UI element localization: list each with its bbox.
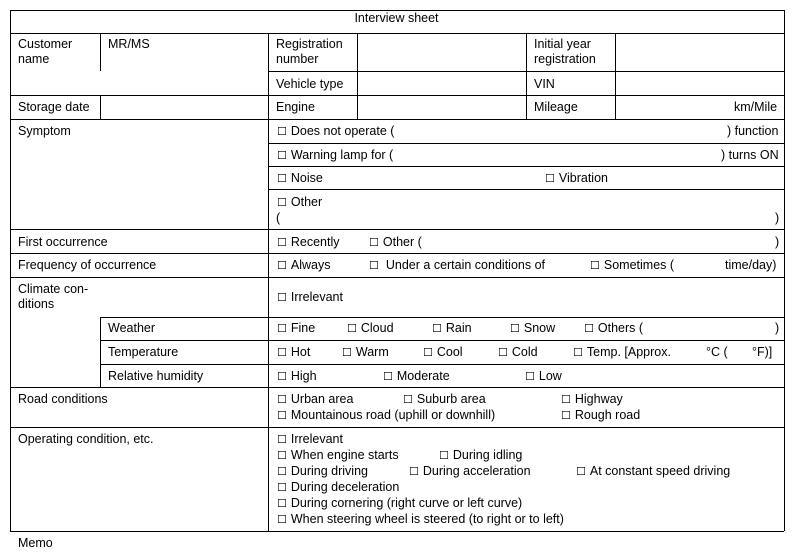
does-not-operate-suffix: ) function [727,124,779,138]
rule [100,364,784,365]
checkbox-icon[interactable]: ☐ [277,149,287,162]
symptom-other-close-paren: ) [775,211,780,225]
checkbox-icon[interactable]: ☐ [277,465,287,478]
rule [268,143,784,144]
operating-deceleration-option[interactable] [277,480,399,495]
registration-number-field[interactable] [359,35,524,69]
checkbox-icon[interactable]: ☐ [277,259,287,272]
option-label: Hot [290,345,311,359]
option-label: Noise [290,171,323,185]
operating-irrelevant-option[interactable] [277,432,343,447]
option-label: Does not operate ( [290,124,395,138]
frequency-sometimes-option[interactable] [590,258,674,273]
temperature-cold-option[interactable] [498,345,538,360]
checkbox-icon[interactable]: ☐ [439,449,449,462]
checkbox-icon[interactable]: ☐ [561,393,571,406]
vin-label: VIN [534,77,555,91]
rule [100,317,784,318]
option-label: Under a certain conditions of [385,258,545,272]
rule [268,33,269,531]
checkbox-icon[interactable]: ☐ [277,393,287,406]
checkbox-icon[interactable]: ☐ [525,370,535,383]
road-suburb-option[interactable] [403,392,486,407]
option-label: Low [538,369,562,383]
engine-field[interactable] [359,97,524,117]
symptom-noise-option[interactable] [277,171,323,186]
weather-close-paren: ) [775,321,780,335]
symptom-other-option[interactable] [277,195,322,210]
option-label: High [290,369,317,383]
option-label: Urban area [290,392,354,406]
checkbox-icon[interactable]: ☐ [545,172,555,185]
rule [100,317,101,387]
first-occurrence-close-paren: ) [775,235,780,249]
option-label: Recently [290,235,340,249]
operating-driving-option[interactable] [277,464,368,479]
option-label: Rain [445,321,472,335]
humidity-low-option[interactable] [525,369,562,384]
checkbox-icon[interactable]: ☐ [277,370,287,383]
rule [268,189,784,190]
option-label: During driving [290,464,368,478]
checkbox-icon[interactable]: ☐ [342,346,352,359]
checkbox-icon[interactable]: ☐ [498,346,508,359]
humidity-label: Relative humidity [108,369,204,383]
customer-name-label-line1: Customer [18,37,73,51]
symptom-does-not-operate-option[interactable] [277,124,394,139]
registration-number-label-line2: number [276,52,319,66]
operating-cornering-option[interactable] [277,496,522,511]
checkbox-icon[interactable]: ☐ [277,481,287,494]
rule [268,166,784,167]
checkbox-icon[interactable]: ☐ [277,433,287,446]
rule [10,253,784,254]
initial-year-label-line2: registration [534,52,596,66]
weather-rain-option[interactable] [432,321,472,336]
first-occurrence-label: First occurrence [18,235,108,249]
symptom-other-open-paren: ( [276,211,281,225]
option-label: Cold [511,345,538,359]
checkbox-icon[interactable]: ☐ [403,393,413,406]
option-label: At constant speed driving [589,464,731,478]
checkbox-icon[interactable]: ☐ [576,465,586,478]
checkbox-icon[interactable]: ☐ [277,291,287,304]
frequency-label: Frequency of occurrence [18,258,157,272]
rule [100,33,101,71]
customer-name-field[interactable] [160,35,264,69]
checkbox-icon[interactable]: ☐ [590,259,600,272]
registration-number-label [276,37,343,67]
checkbox-icon[interactable]: ☐ [510,322,520,335]
rule [526,33,527,119]
checkbox-icon[interactable]: ☐ [277,322,287,335]
initial-year-registration-field[interactable] [617,35,782,69]
option-label: Others ( [597,321,644,335]
climate-conditions-label [18,282,88,312]
vehicle-type-field[interactable] [359,73,524,93]
weather-others-option[interactable] [584,321,643,336]
frequency-always-option[interactable] [277,258,330,273]
rule [10,277,784,278]
symptom-warning-lamp-option[interactable] [277,148,393,163]
checkbox-icon[interactable]: ☐ [277,409,287,422]
option-label: Snow [523,321,556,335]
option-label: During cornering (right curve or left curve) [290,496,523,510]
option-label: Mountainous road (uphill or downhill) [290,408,496,422]
symptom-label: Symptom [18,124,71,138]
weather-fine-option[interactable] [277,321,315,336]
mileage-label: Mileage [534,100,578,114]
storage-date-field[interactable] [102,97,266,117]
option-label: When engine starts [290,448,399,462]
checkbox-icon[interactable]: ☐ [277,449,287,462]
mr-ms-label: MR/MS [108,37,150,51]
memo-label: Memo [18,536,53,550]
rule [10,95,784,96]
checkbox-icon[interactable]: ☐ [277,513,287,526]
road-highway-option[interactable] [561,392,623,407]
option-label: When steering wheel is steered (to right or to left) [290,512,564,526]
checkbox-icon[interactable]: ☐ [277,346,287,359]
rule [10,387,784,388]
checkbox-icon[interactable]: ☐ [423,346,433,359]
operating-steering-option[interactable] [277,512,564,527]
operating-acceleration-option[interactable] [409,464,531,479]
humidity-high-option[interactable] [277,369,317,384]
initial-year-label-line1: Initial year [534,37,591,51]
mileage-field[interactable] [617,97,727,117]
storage-date-label: Storage date [18,100,90,114]
temperature-label: Temperature [108,345,179,359]
rule [100,95,101,119]
vin-field[interactable] [617,73,782,93]
temperature-approx-option[interactable] [573,345,671,360]
climate-irrelevant-option[interactable] [277,290,343,305]
option-label: Fine [290,321,316,335]
option-label: Warning lamp for ( [290,148,394,162]
rule [357,33,358,119]
rule [10,119,784,120]
option-label: Irrelevant [290,290,343,304]
symptom-vibration-option[interactable] [545,171,608,186]
option-label: During deceleration [290,480,400,494]
option-label: Vibration [558,171,608,185]
checkbox-icon[interactable]: ☐ [573,346,583,359]
temperature-celsius-unit: °C ( [706,345,728,359]
option-label: Other [290,195,323,209]
checkbox-icon[interactable]: ☐ [277,236,287,249]
option-label: Warm [355,345,389,359]
checkbox-icon[interactable]: ☐ [277,125,287,138]
rule [784,10,785,531]
option-label: Suburb area [416,392,486,406]
checkbox-icon[interactable]: ☐ [369,236,379,249]
customer-name-label [18,37,72,67]
first-occurrence-recently-option[interactable] [277,235,340,250]
road-mountainous-option[interactable] [277,408,495,423]
page-title: Interview sheet [354,11,439,25]
road-urban-option[interactable] [277,392,353,407]
checkbox-icon[interactable]: ☐ [409,465,419,478]
rule [10,427,784,428]
customer-name-label-line2: name [18,52,50,66]
temperature-hot-option[interactable] [277,345,310,360]
checkbox-icon[interactable]: ☐ [561,409,571,422]
option-label: Always [290,258,331,272]
weather-cloud-option[interactable] [347,321,394,336]
option-label: Cloud [360,321,394,335]
weather-label: Weather [108,321,156,335]
engine-label: Engine [276,100,315,114]
operating-engine-starts-option[interactable] [277,448,399,463]
operating-condition-label: Operating condition, etc. [18,432,154,446]
checkbox-icon[interactable]: ☐ [277,497,287,510]
option-label: Other ( [382,235,422,249]
temperature-warm-option[interactable] [342,345,389,360]
rule [10,531,784,532]
climate-label-line2: ditions [18,297,55,311]
rule [100,340,784,341]
temperature-fahrenheit-unit: °F)] [752,345,773,359]
option-label: Irrelevant [290,432,343,446]
weather-snow-option[interactable] [510,321,555,336]
rule [10,33,784,34]
registration-number-label-line1: Registration [276,37,343,51]
vehicle-type-label: Vehicle type [276,77,344,91]
frequency-time-per-day: time/day) [725,258,777,272]
checkbox-icon[interactable]: ☐ [369,259,379,272]
humidity-moderate-option[interactable] [383,369,450,384]
first-occurrence-other-option[interactable] [369,235,422,250]
road-conditions-label: Road conditions [18,392,108,406]
operating-constant-speed-option[interactable] [576,464,730,479]
mileage-unit: km/Mile [734,100,778,114]
option-label: During idling [452,448,523,462]
option-label: Temp. [Approx. [586,345,671,359]
rule [615,33,616,119]
rule [10,10,11,531]
option-label: During acceleration [422,464,531,478]
checkbox-icon[interactable]: ☐ [432,322,442,335]
climate-label-line1: Climate con- [18,282,89,296]
frequency-certain-conditions-option[interactable] [369,258,545,273]
temperature-cool-option[interactable] [423,345,463,360]
checkbox-icon[interactable]: ☐ [277,196,287,209]
initial-year-registration-label [534,37,596,67]
option-label: Sometimes ( [603,258,675,272]
memo-field[interactable] [70,533,782,553]
road-rough-option[interactable] [561,408,640,423]
checkbox-icon[interactable]: ☐ [383,370,393,383]
rule [10,229,784,230]
option-label: Moderate [396,369,450,383]
checkbox-icon[interactable]: ☐ [277,172,287,185]
option-label: Cool [436,345,463,359]
checkbox-icon[interactable]: ☐ [347,322,357,335]
warning-lamp-suffix: ) turns ON [721,148,779,162]
option-label: Highway [574,392,623,406]
option-label: Rough road [574,408,641,422]
checkbox-icon[interactable]: ☐ [584,322,594,335]
operating-idling-option[interactable] [439,448,522,463]
